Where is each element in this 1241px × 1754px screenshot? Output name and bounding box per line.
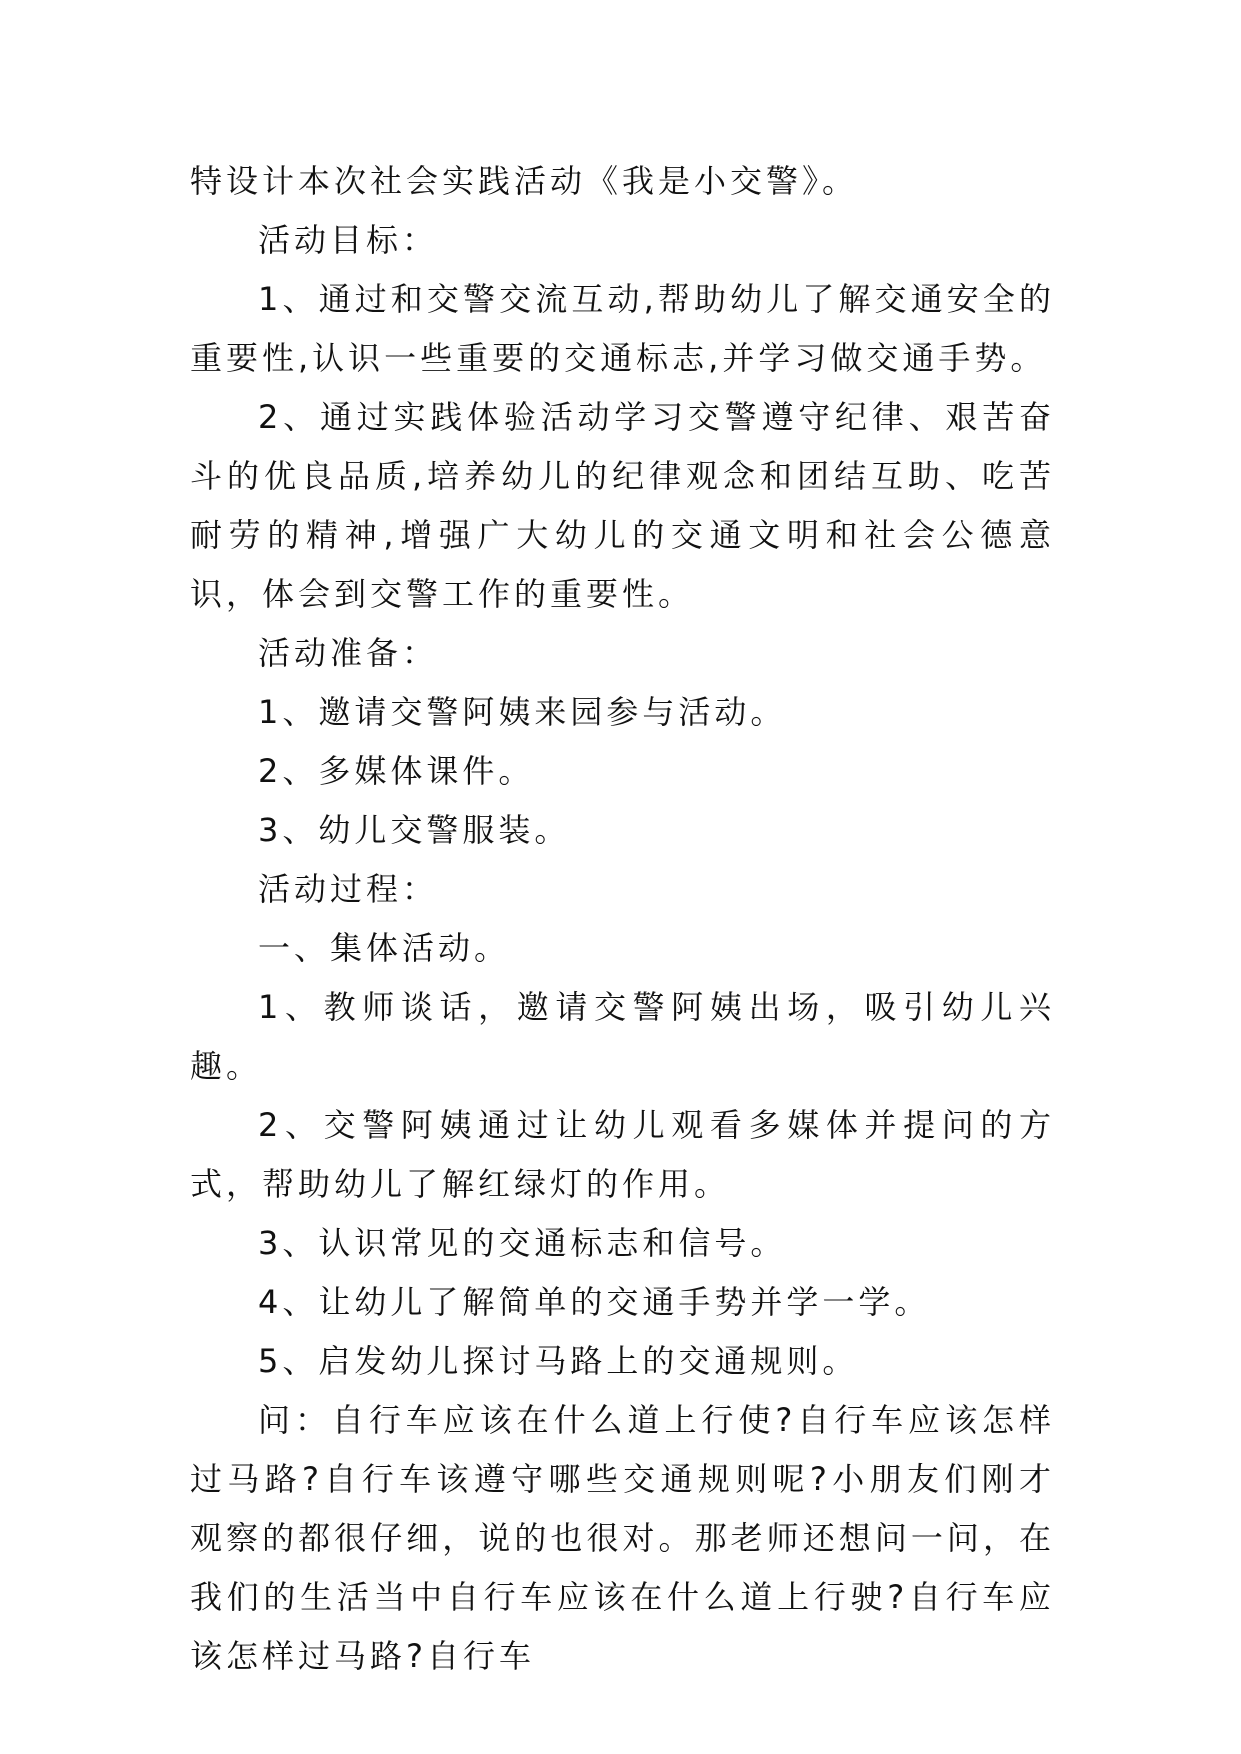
paragraph-goal-2: 2、通过实践体验活动学习交警遵守纪律、艰苦奋斗的优良品质,培养幼儿的纪律观念和团结互助、吃苦耐劳的精神,增强广大幼儿的交通文明和社会公德意识，体会到交警工作的重要性。 xyxy=(190,398,1055,613)
heading-activity-preparation: 活动准备： xyxy=(258,634,439,672)
heading-activity-process: 活动过程： xyxy=(258,870,439,908)
paragraph-process-step-1: 1、教师谈话，邀请交警阿姨出场，吸引幼儿兴趣。 xyxy=(190,988,1055,1085)
paragraph-process-section-1: 一、集体活动。 xyxy=(258,929,511,967)
paragraph-question: 问：自行车应该在什么道上行使?自行车应该怎样过马路?自行车该遵守哪些交通规则呢?小朋友们刚才观察的都很仔细，说的也很对。那老师还想问一问，在我们的生活当中自行车应该在什么道上行驶?自行车应该怎样过马路?自行车 xyxy=(190,1401,1055,1675)
paragraph-preparation-2: 2、多媒体课件。 xyxy=(258,752,535,790)
paragraph-process-step-4: 4、让幼儿了解简单的交通手势并学一学。 xyxy=(258,1283,931,1321)
paragraph-goal-1: 1、通过和交警交流互动,帮助幼儿了解交通安全的重要性,认识一些重要的交通标志,并学习做交通手势。 xyxy=(190,280,1055,377)
paragraph-process-step-3: 3、认识常见的交通标志和信号。 xyxy=(258,1224,787,1262)
paragraph-preparation-3: 3、幼儿交警服装。 xyxy=(258,811,571,849)
heading-activity-goals: 活动目标： xyxy=(258,221,439,259)
paragraph-preparation-1: 1、邀请交警阿姨来园参与活动。 xyxy=(258,693,787,731)
paragraph-process-step-5: 5、启发幼儿探讨马路上的交通规则。 xyxy=(258,1342,859,1380)
paragraph-process-step-2: 2、交警阿姨通过让幼儿观看多媒体并提问的方式，帮助幼儿了解红绿灯的作用。 xyxy=(190,1106,1055,1203)
paragraph-continuation: 特设计本次社会实践活动《我是小交警》。 xyxy=(190,162,859,200)
document-body xyxy=(190,152,1055,1686)
